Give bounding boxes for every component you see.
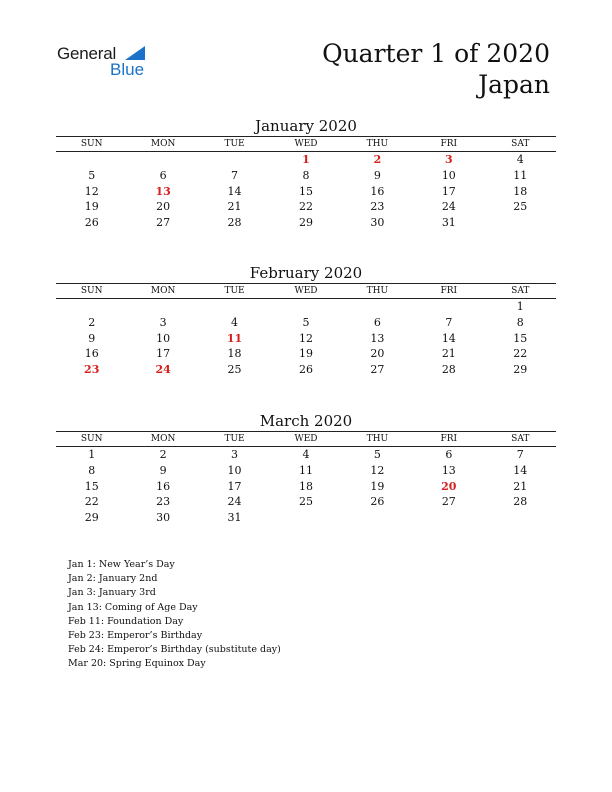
week-row xyxy=(56,152,556,168)
day-cell: 21 xyxy=(513,479,528,493)
day-cell: 5 xyxy=(302,316,310,330)
page-title xyxy=(322,38,550,100)
day-cell: 28 xyxy=(441,363,456,377)
day-cell: 9 xyxy=(88,331,96,345)
day-cell: 11 xyxy=(226,331,243,345)
day-cell: 20 xyxy=(441,479,457,493)
weekday-header: WED xyxy=(270,137,341,152)
day-cell: 19 xyxy=(298,347,313,361)
weekday-header: TUE xyxy=(199,284,270,299)
day-cell: 8 xyxy=(88,464,96,478)
day-cell: 18 xyxy=(298,479,313,493)
day-cell: 20 xyxy=(156,200,171,214)
holiday-item: Jan 13: Coming of Age Day xyxy=(68,601,198,613)
holiday-item: Jan 1: New Year’s Day xyxy=(68,559,175,570)
calendar-grid xyxy=(56,283,556,377)
weekday-header: MON xyxy=(127,137,198,152)
day-cell: 26 xyxy=(370,495,385,509)
weekday-header: THU xyxy=(342,432,413,447)
day-cell: 14 xyxy=(513,464,528,478)
holiday-list xyxy=(68,558,281,672)
day-cell: 4 xyxy=(302,448,310,462)
week-row xyxy=(56,299,556,315)
day-cell xyxy=(413,299,484,315)
weekday-header: MON xyxy=(127,432,198,447)
week-row xyxy=(56,315,556,331)
day-cell: 20 xyxy=(370,347,385,361)
weekday-header: WED xyxy=(270,432,341,447)
week-row xyxy=(56,478,556,494)
day-cell xyxy=(127,152,198,168)
day-cell: 26 xyxy=(298,363,313,377)
day-cell: 14 xyxy=(441,331,456,345)
day-cell: 7 xyxy=(516,448,524,462)
holiday-item: Jan 3: January 3rd xyxy=(68,587,156,599)
week-row xyxy=(56,168,556,184)
week-row xyxy=(56,330,556,346)
day-cell: 25 xyxy=(513,200,528,214)
day-cell: 31 xyxy=(227,511,242,525)
day-cell: 10 xyxy=(156,331,171,345)
title-country: Japan xyxy=(478,70,550,99)
day-cell: 1 xyxy=(88,448,96,462)
weekday-header: WED xyxy=(270,284,341,299)
day-cell: 28 xyxy=(227,216,242,230)
day-cell: 17 xyxy=(227,479,242,493)
day-cell: 24 xyxy=(155,363,171,377)
day-cell: 25 xyxy=(227,363,242,377)
weekday-header: FRI xyxy=(413,137,484,152)
day-cell: 12 xyxy=(84,184,99,198)
day-cell xyxy=(485,510,556,526)
day-cell: 6 xyxy=(373,316,381,330)
day-cell: 30 xyxy=(156,511,171,525)
day-cell: 9 xyxy=(159,464,167,478)
weekday-header: SAT xyxy=(485,137,556,152)
day-cell: 19 xyxy=(84,200,99,214)
day-cell xyxy=(56,299,127,315)
day-cell: 22 xyxy=(298,200,313,214)
month-title: January 2020 xyxy=(255,117,357,135)
week-row xyxy=(56,362,556,378)
day-cell: 28 xyxy=(513,495,528,509)
day-cell: 15 xyxy=(84,479,99,493)
day-cell: 10 xyxy=(441,169,456,183)
weekday-header: SAT xyxy=(485,432,556,447)
day-cell: 18 xyxy=(513,184,528,198)
day-cell xyxy=(199,152,270,168)
day-cell: 13 xyxy=(155,184,171,198)
day-cell: 3 xyxy=(159,316,167,330)
logo-triangle-icon xyxy=(125,46,145,60)
holiday-item: Jan 2: January 2nd xyxy=(68,573,158,585)
day-cell: 3 xyxy=(231,448,239,462)
weekday-header: FRI xyxy=(413,432,484,447)
week-row xyxy=(56,346,556,362)
day-cell: 12 xyxy=(298,331,313,345)
day-cell: 7 xyxy=(231,169,239,183)
day-cell: 23 xyxy=(156,495,171,509)
holiday-item: Feb 23: Emperor’s Birthday xyxy=(68,630,203,642)
day-cell: 15 xyxy=(513,331,528,345)
weekday-header: TUE xyxy=(199,432,270,447)
weekday-header: FRI xyxy=(413,284,484,299)
day-cell: 7 xyxy=(445,316,453,330)
day-cell: 1 xyxy=(302,153,310,167)
day-cell: 25 xyxy=(298,495,313,509)
day-cell: 31 xyxy=(441,216,456,230)
day-cell: 13 xyxy=(370,331,385,345)
day-cell: 8 xyxy=(516,316,524,330)
day-cell: 13 xyxy=(441,464,456,478)
day-cell xyxy=(485,215,556,231)
day-cell xyxy=(342,299,413,315)
day-cell: 22 xyxy=(84,495,99,509)
week-row xyxy=(56,215,556,231)
day-cell: 29 xyxy=(298,216,313,230)
day-cell: 6 xyxy=(159,169,167,183)
day-cell: 4 xyxy=(516,153,524,167)
week-row xyxy=(56,183,556,199)
day-cell xyxy=(342,510,413,526)
weekday-header: SUN xyxy=(56,284,127,299)
day-cell: 5 xyxy=(88,169,96,183)
day-cell: 8 xyxy=(302,169,310,183)
holiday-item: Feb 24: Emperor’s Birthday (substitute day) xyxy=(68,644,281,656)
weekday-header: MON xyxy=(127,284,198,299)
weekday-header: THU xyxy=(342,284,413,299)
month-title: February 2020 xyxy=(249,264,363,282)
logo-blue-text: Blue xyxy=(110,60,145,79)
week-row xyxy=(56,199,556,215)
day-cell: 6 xyxy=(445,448,453,462)
calendar-grid xyxy=(56,431,556,525)
day-cell: 26 xyxy=(84,216,99,230)
week-row xyxy=(56,447,556,463)
weekday-header: TUE xyxy=(199,137,270,152)
day-cell: 1 xyxy=(516,300,524,314)
generalblue-logo xyxy=(57,44,157,80)
weekday-header: THU xyxy=(342,137,413,152)
day-cell: 16 xyxy=(84,347,99,361)
day-cell: 24 xyxy=(441,200,456,214)
day-cell: 2 xyxy=(373,153,382,167)
day-cell: 29 xyxy=(84,511,99,525)
day-cell: 23 xyxy=(84,363,100,377)
day-cell xyxy=(270,510,341,526)
day-cell: 23 xyxy=(370,200,385,214)
day-cell: 21 xyxy=(441,347,456,361)
day-cell: 11 xyxy=(513,169,528,183)
month-january xyxy=(56,116,556,230)
day-cell: 4 xyxy=(231,316,239,330)
day-cell: 11 xyxy=(298,464,313,478)
day-cell xyxy=(413,510,484,526)
day-cell: 14 xyxy=(227,184,242,198)
day-cell: 30 xyxy=(370,216,385,230)
weekday-header: SUN xyxy=(56,137,127,152)
day-cell: 12 xyxy=(370,464,385,478)
day-cell: 21 xyxy=(227,200,242,214)
month-march xyxy=(56,411,556,525)
day-cell: 27 xyxy=(441,495,456,509)
day-cell: 15 xyxy=(298,184,313,198)
day-cell: 24 xyxy=(227,495,242,509)
holiday-item: Feb 11: Foundation Day xyxy=(68,615,184,627)
day-cell xyxy=(270,299,341,315)
day-cell: 17 xyxy=(156,347,171,361)
day-cell: 19 xyxy=(370,479,385,493)
day-cell: 16 xyxy=(370,184,385,198)
title-quarter: Quarter 1 of 2020 xyxy=(322,39,550,68)
day-cell: 3 xyxy=(444,153,453,167)
weekday-header: SAT xyxy=(485,284,556,299)
day-cell: 2 xyxy=(88,316,96,330)
day-cell: 27 xyxy=(370,363,385,377)
day-cell xyxy=(199,299,270,315)
weekday-header: SUN xyxy=(56,432,127,447)
day-cell: 2 xyxy=(159,448,167,462)
day-cell: 9 xyxy=(373,169,381,183)
day-cell: 22 xyxy=(513,347,528,361)
day-cell: 16 xyxy=(156,479,171,493)
day-cell: 29 xyxy=(513,363,528,377)
day-cell: 5 xyxy=(373,448,381,462)
calendar-grid xyxy=(56,136,556,230)
day-cell: 18 xyxy=(227,347,242,361)
day-cell xyxy=(56,152,127,168)
month-title: March 2020 xyxy=(259,412,353,430)
day-cell: 17 xyxy=(441,184,456,198)
day-cell: 27 xyxy=(156,216,171,230)
week-row xyxy=(56,510,556,526)
week-row xyxy=(56,463,556,479)
month-february xyxy=(56,263,556,377)
day-cell xyxy=(127,299,198,315)
logo-general-text: General xyxy=(57,44,117,63)
week-row xyxy=(56,494,556,510)
holiday-item: Mar 20: Spring Equinox Day xyxy=(68,658,206,670)
day-cell: 10 xyxy=(227,464,242,478)
